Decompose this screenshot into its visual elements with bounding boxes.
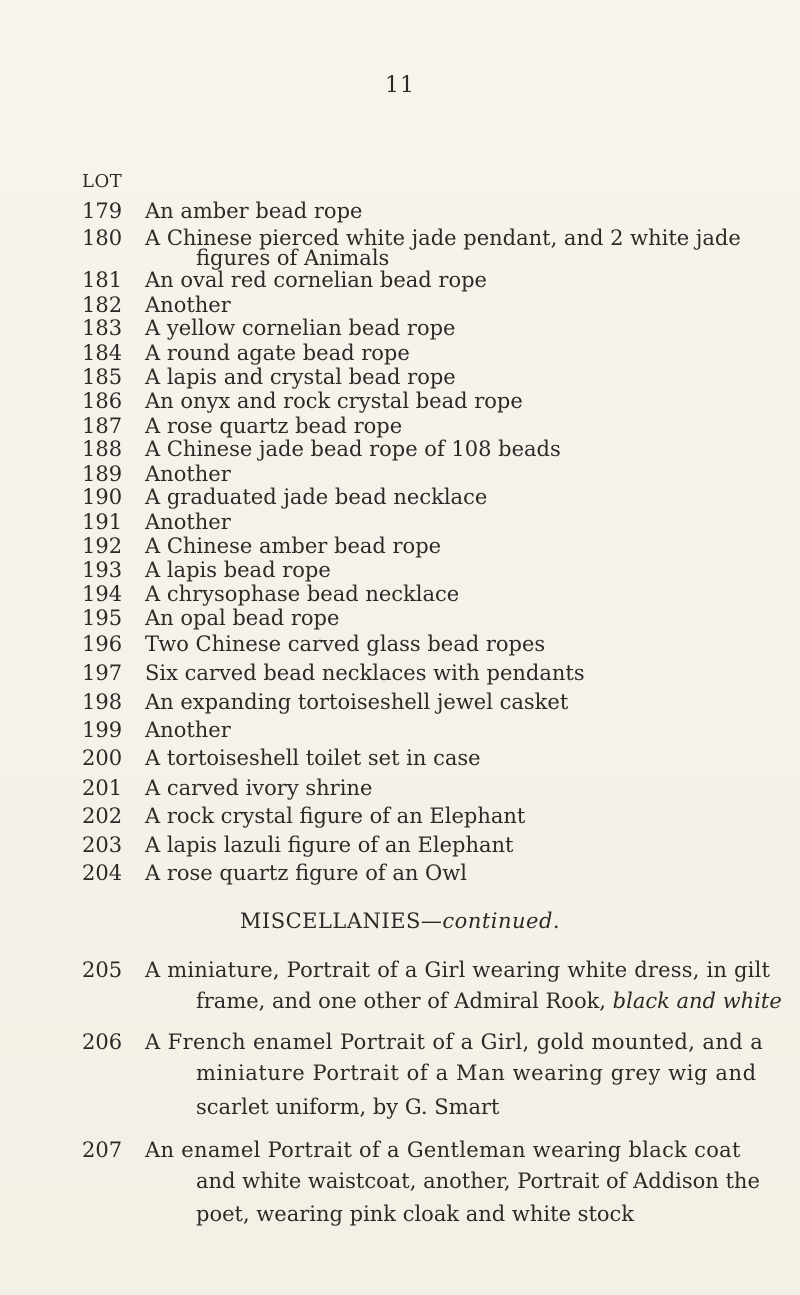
lot-number: 200: [82, 746, 123, 770]
lot-number: 198: [82, 690, 123, 714]
lot-description: An enamel Portrait of a Gentleman wearing black coat: [145, 1138, 741, 1162]
lot-number: 185: [82, 365, 123, 389]
lot-number: 197: [82, 661, 123, 685]
lot-number: 199: [82, 718, 123, 742]
lot-description: A French enamel Portrait of a Girl, gold mounted, and a: [145, 1030, 764, 1054]
lot-number: 188: [82, 437, 123, 461]
lot-number: 182: [82, 293, 123, 317]
lot-number: 202: [82, 804, 123, 828]
lot-number: 193: [82, 558, 123, 582]
lot-number: 186: [82, 389, 123, 413]
lot-number: 181: [82, 268, 123, 292]
lot-number: 195: [82, 606, 123, 630]
lot-description-text: frame, and one other of Admiral Rook,: [196, 989, 613, 1013]
lot-number: 183: [82, 316, 123, 340]
lot-number: 184: [82, 341, 123, 365]
lot-number: 194: [82, 582, 123, 606]
catalogue-page: 11 LOT 179 An amber bead rope 180 A Chinese pierced white jade pendant, and 2 white jade figures of Animals 181 An oval red cornelian bead rope 182 Another 183 A yellow cornelian bead rope 184 A round agate bead rope 185 A lapis and crystal bead rope 186 An onyx and rock crystal bead rope 187 A rose quartz bead rope 188 A Chinese jade bead rope of 108 beads 189 Another 190 A graduated jade bead necklace 191 Another 192 A Chinese amber bead rope 193 A lapis bead rope 194 A chrysophase bead necklace 195 An opal bead rope 196 Two Chinese carved glass bead ropes 197 Six carved bead necklaces with pendants 198 An expanding tortoiseshell jewel casket 199 Another 200 A tortoiseshell toilet set in case 201 A carved ivory shrine 202 A rock crystal figure of an Elephant 203 A lapis lazuli figure of an Elephant 204 A rose quartz figure of an Owl MISCELLANIES—continued. 205 A miniature, Portrait of a Girl wearing white dress, in gilt frame, and one other of Admiral Rook, black and white 206 A French enamel Portrait of a Girl, gold mounted, and a miniature Portrait of a Man wearing grey wig and scarlet uniform, by G. Smart 207 An enamel Portrait of a Gentleman wearing black coat and white waistcoat, another, Portrait of Addison the poet, wearing pink cloak and white stock: [0, 0, 800, 1295]
lot-description-continued: miniature Portrait of a Man wearing grey wig and: [196, 1061, 757, 1085]
page-number: 11: [385, 73, 415, 98]
lot-number: 187: [82, 414, 123, 438]
lot-description: A miniature, Portrait of a Girl wearing white dress, in gilt: [145, 958, 771, 982]
lot-description-continued: [196, 989, 782, 1013]
lot-number: 205: [82, 958, 123, 982]
lot-number: 206: [82, 1030, 123, 1054]
lot-number: 190: [82, 485, 123, 509]
lot-number: 204: [82, 861, 123, 885]
lot-description-continued: and white waistcoat, another, Portrait of Addison the: [196, 1169, 760, 1193]
lot-description-italic: black and white: [612, 989, 782, 1013]
lot-number: 179: [82, 199, 123, 223]
section-heading: [0, 909, 800, 933]
lot-number: 189: [82, 462, 123, 486]
section-title-continued: continued.: [442, 909, 561, 933]
lot-description-continued: figures of Animals: [196, 246, 390, 270]
lot-number: 203: [82, 833, 123, 857]
lot-number: 192: [82, 534, 123, 558]
section-title: MISCELLANIES—: [239, 909, 443, 933]
lot-description-continued: poet, wearing pink cloak and white stock: [196, 1202, 635, 1226]
lot-description-continued: scarlet uniform, by G. Smart: [196, 1095, 500, 1119]
lot-number: 196: [82, 632, 123, 656]
lot-number: 180: [82, 226, 123, 250]
lot-column-header: LOT: [82, 171, 123, 192]
lot-number: 201: [82, 776, 123, 800]
lot-number: 191: [82, 510, 123, 534]
lot-number: 207: [82, 1138, 123, 1162]
